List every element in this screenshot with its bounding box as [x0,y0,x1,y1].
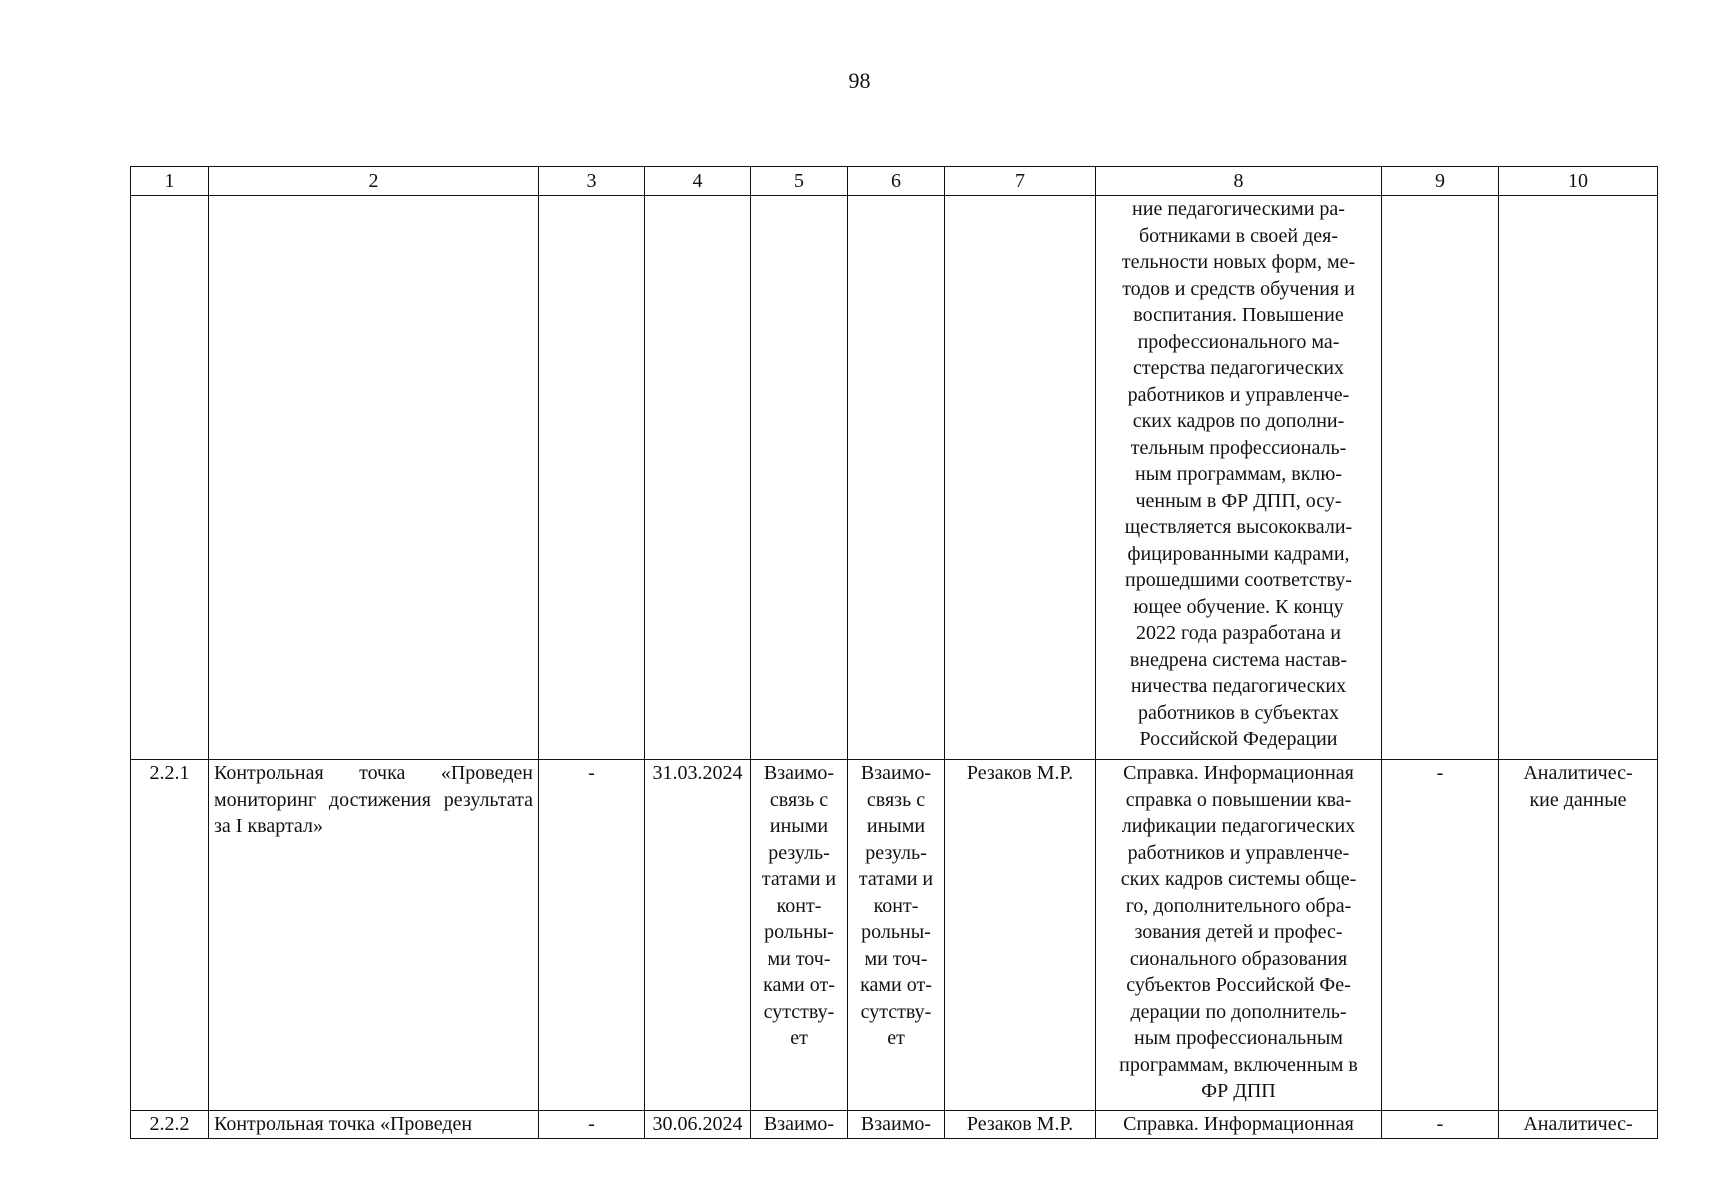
text-line: ным программам, вклю- [1134,463,1343,485]
text-line: иными [866,815,926,837]
row-number: 2.2.2 [131,1111,209,1139]
text-line: резуль- [865,841,927,864]
text-line: ние педагогическими ра- [1132,198,1345,220]
header-col-10: 10 [1499,167,1658,196]
cell-empty [1499,196,1658,760]
text-line: ничества педагогических [1130,675,1347,697]
row-number: 2.2.1 [131,760,209,1111]
text-line: татами и [761,868,837,890]
text-line: татами и [858,868,934,890]
row-responsible: Резаков М.Р. [945,760,1096,1111]
text-line: связь с [866,788,926,811]
row-col3: - [539,1111,645,1139]
text-line: сионального образования [1129,947,1348,970]
text-line: 2022 года разработана и [1136,622,1341,644]
row-col8 [1096,760,1382,1111]
row-col10 [1499,760,1658,1111]
text-line: связь с [769,788,829,811]
header-col-4: 4 [645,167,751,196]
text-line: Аналитичес- [1523,1113,1633,1135]
cell-empty [945,196,1096,760]
text-line: ет [790,1027,808,1049]
page-number: 98 [848,68,871,93]
row-col5 [751,1111,848,1139]
row-date: 30.06.2024 [645,1111,751,1139]
row-col3: - [539,760,645,1111]
row-col5 [751,760,848,1111]
text-line: внедрена система настав- [1129,648,1348,671]
text-line: кие данные [1529,788,1627,811]
text-line: ным профессиональным [1134,1027,1343,1049]
text-line: го, дополнительного обра- [1125,894,1352,917]
cell-empty [751,196,848,760]
row-col10 [1499,1111,1658,1139]
text-line: ществляется высококвали- [1124,516,1353,538]
text-line: конт- [776,894,822,917]
header-col-8: 8 [1096,167,1382,196]
row-name: Контрольная точка «Проведен [209,1111,539,1139]
text-line: профессионального ма- [1137,330,1340,353]
row-col6 [848,1111,945,1139]
text-line: Взаимо- [763,1113,835,1135]
text-line: иными [769,815,829,837]
header-col-6: 6 [848,167,945,196]
row-responsible: Резаков М.Р. [945,1111,1096,1139]
text-line: тодов и средств обучения и [1122,277,1355,300]
text-line: рольны- [861,921,931,943]
text-line: ченным в ФР ДПП, осу- [1135,489,1342,512]
text-line: дерации по дополнитель- [1130,1000,1347,1023]
text-line: стерства педагогических [1133,357,1344,379]
header-col-7: 7 [945,167,1096,196]
row-name: Контрольная точка «Проведен мониторинг достижения результата за I квартал» [209,760,539,1111]
text-line: ющее обучение. К концу [1133,595,1344,618]
text-line: ских кадров по дополни- [1132,410,1345,432]
continuation-col8 [1096,196,1382,760]
text-line: ботниками в своей дея- [1138,224,1339,247]
header-row [131,167,1658,196]
text-line: субъектов Российской Фе- [1126,974,1351,996]
text-line: ских кадров системы обще- [1120,868,1357,890]
text-line: работников в субъектах [1137,701,1340,724]
text-line: Справка. Информационная [1123,1113,1354,1135]
text-line: тельности новых форм, ме- [1121,251,1356,273]
text-line: Аналитичес- [1523,762,1633,784]
text-line: ФР ДПП [1201,1080,1276,1102]
cell-empty [209,196,539,760]
text-line: ми точ- [767,947,831,970]
text-line: зования детей и профес- [1134,921,1343,943]
cell-empty [645,196,751,760]
text-line: прошедшими соответству- [1125,569,1352,591]
text-line: программам, включенным в [1119,1053,1358,1076]
header-col-1: 1 [131,167,209,196]
cell-empty [1382,196,1499,760]
text-line: ками от- [763,974,835,996]
text-line: Российской Федерации [1139,728,1338,750]
text-line: лификации педагогических [1121,815,1356,837]
text-line: Справка. Информационная [1123,762,1354,784]
table-row [131,1111,1658,1139]
row-col9: - [1382,760,1499,1111]
header-col-2: 2 [209,167,539,196]
text-line: работников и управленче- [1127,383,1350,406]
text-line: сутству- [860,1000,932,1023]
text-line: ет [887,1027,905,1049]
table-row [131,760,1658,1111]
header-col-9: 9 [1382,167,1499,196]
continuation-row [131,196,1658,760]
text-line: Взаимо- [860,1113,932,1135]
text-line: рольны- [764,921,834,943]
text-line: воспитания. Повышение [1133,304,1344,326]
text-line: резуль- [768,841,830,864]
text-line: Взаимо- [860,762,932,784]
row-col6 [848,760,945,1111]
text-line: работников и управленче- [1127,841,1350,864]
header-col-3: 3 [539,167,645,196]
row-col9: - [1382,1111,1499,1139]
cell-empty [131,196,209,760]
row-col8 [1096,1111,1382,1139]
row-date: 31.03.2024 [645,760,751,1111]
text-line: ми точ- [864,947,928,970]
plan-table [130,166,1658,1139]
text-line: Взаимо- [763,762,835,784]
text-line: конт- [873,894,919,917]
cell-empty [848,196,945,760]
text-line: фицированными кадрами, [1127,542,1350,565]
text-line: сутству- [763,1000,835,1023]
cell-empty [539,196,645,760]
text-line: справка о повышении ква- [1125,788,1352,811]
text-line: ками от- [860,974,932,996]
text-line: тельным профессиональ- [1130,436,1347,459]
header-col-5: 5 [751,167,848,196]
